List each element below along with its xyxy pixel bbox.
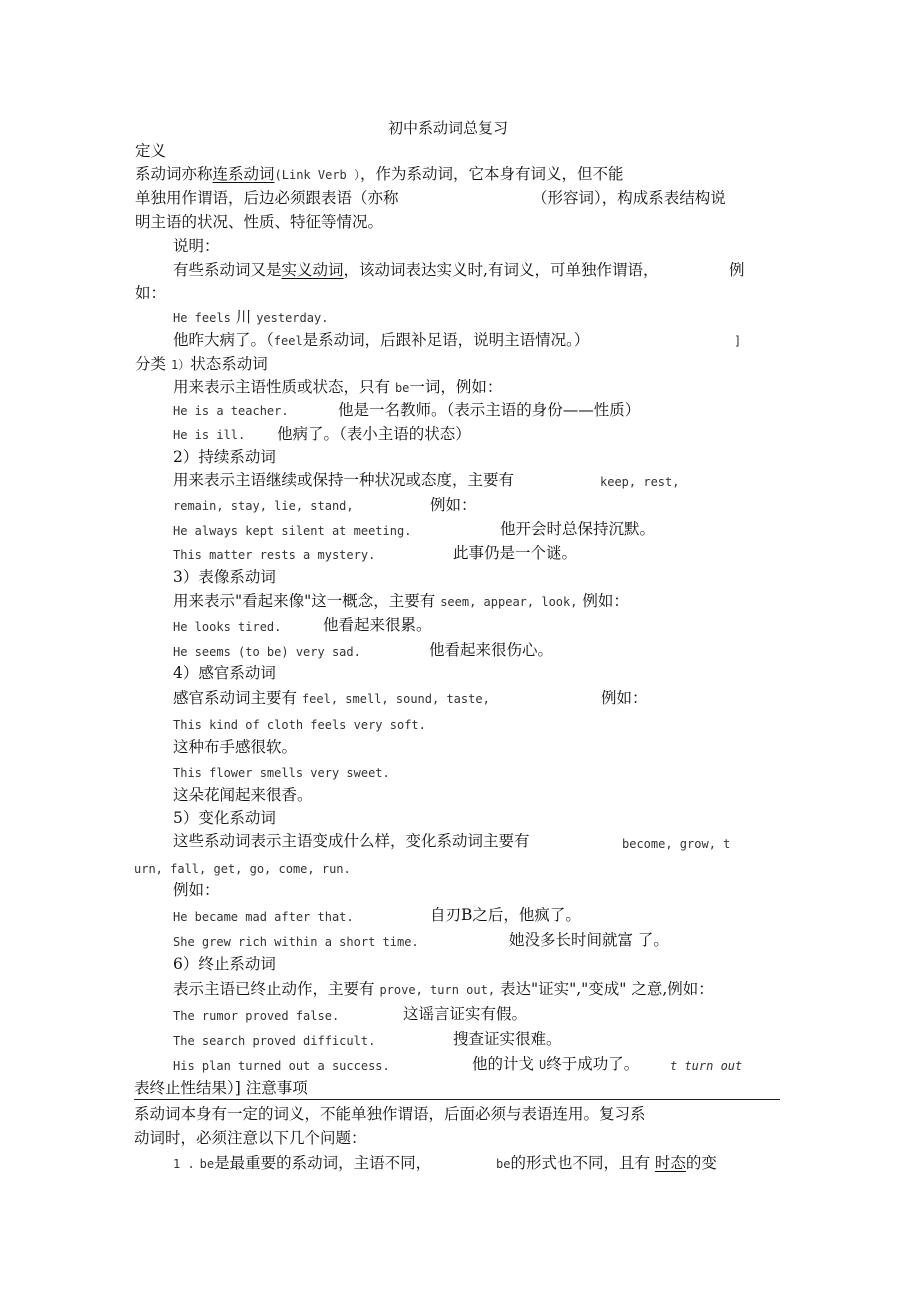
en-text: He feels: [173, 311, 231, 325]
definition-line-2a: 单独用作谓语，后边必须跟表语（亦称: [135, 189, 399, 207]
class-6-example-2-zh: 搜查证实很难。: [453, 1030, 562, 1048]
text: 他昨大病了。（: [173, 331, 274, 349]
class-3-example-1-en: He looks tired.: [173, 620, 282, 634]
class-2-desc: 用来表示主语继续或保持一种状况或态度，主要有: [173, 471, 515, 489]
class-2-example-label: 例如：: [430, 496, 477, 514]
class-3-example-2-zh: 他看起来很伤心。: [429, 641, 554, 659]
text: 是最重要的系动词，主语不同，: [214, 1154, 432, 1172]
ocr-glyph: U: [538, 1058, 547, 1072]
class-4-example-1-zh: 这种布手感很软。: [173, 738, 298, 756]
note-line-1: [173, 260, 658, 280]
class-5-example-label: 例如：: [173, 881, 220, 899]
term-tense: 时态: [654, 1154, 686, 1172]
class-1-example-1-en: He is a teacher.: [173, 404, 289, 418]
notes-paragraph-2: 动词时，必须注意以下几个问题：: [134, 1129, 367, 1147]
class-4-example-2-en: This flower smells very sweet.: [173, 766, 390, 780]
class-1-example-2-zh: 他病了。（表小主语的状态）: [277, 425, 471, 443]
section-divider: [134, 1099, 780, 1100]
class-3-heading: 3）表像系动词: [173, 568, 276, 586]
class-6-example-1-zh: 这谣言证实有假。: [403, 1005, 528, 1023]
definition-line-2b: （形容词），构成系表结构说: [532, 189, 726, 207]
class-5-example-1-en: He became mad after that.: [173, 910, 354, 924]
text: 终于成功了。: [546, 1055, 640, 1073]
class-1-desc: [173, 377, 502, 398]
definition-line-1: [135, 164, 624, 185]
text: 用来表示"看起来像"这一概念，主要有: [173, 592, 436, 610]
class-5-example-2-zh: 她没多长时间就富 了。: [509, 931, 669, 949]
class-5-example-2-en: She grew rich within a short time.: [173, 935, 419, 949]
class-3-example-2-en: He seems (to be) very sad.: [173, 645, 361, 659]
term-notional-verb: 实义动词: [281, 261, 344, 279]
en-text: be: [394, 381, 410, 395]
class-6-example-3-zh: [472, 1054, 639, 1075]
term-link-verb: 连系动词: [212, 165, 275, 183]
class-4-heading: 4）感官系动词: [173, 664, 276, 682]
notes-paragraph-1: 系动词本身有一定的词义，不能单独作谓语，后面必须与表语连用。复习系: [134, 1105, 646, 1123]
class-2-heading: 2）持续系动词: [173, 448, 276, 466]
note-line-1-end: 例: [729, 261, 745, 279]
class-5-example-1-zh: 自刃B之后，他疯了。: [430, 906, 581, 924]
en-text: yesterday.: [256, 311, 329, 325]
class-3-example-1-zh: 他看起来很累。: [323, 616, 432, 634]
class-3-desc: [173, 591, 629, 612]
class-2-example-2-zh: 此事仍是一个谜。: [453, 544, 578, 562]
class-1-example-2-en: He is ill.: [173, 428, 246, 442]
notes-item-1: [173, 1153, 431, 1174]
class-title: 状态系动词: [190, 355, 268, 373]
en-text: prove, turn out,: [379, 983, 496, 997]
class-2-verbs: keep, rest,: [600, 475, 680, 489]
class-number: 1）: [170, 358, 191, 372]
text: 他的计戈: [472, 1055, 535, 1073]
example-en: [173, 307, 328, 328]
text: 感官系动词主要有: [173, 689, 298, 707]
class-4-example-1-en: This kind of cloth feels very soft.: [173, 718, 426, 732]
class-4-desc: [173, 688, 490, 709]
class-5-verbs: become, grow, t: [622, 837, 731, 851]
english-term: (Link Verb ）: [274, 168, 361, 182]
note-line-2: 如：: [135, 284, 167, 302]
class-6-heading: 6）终止系动词: [173, 955, 276, 973]
class-1-example-1-zh: 他是一名教师。（表示主语的身份——性质）: [338, 401, 641, 419]
notes-item-1-cont: [496, 1153, 717, 1174]
text: ，作为系动词，它本身有词义，但不能: [360, 165, 624, 183]
text: 有些系动词又是: [173, 261, 282, 279]
class-5-heading: 5）变化系动词: [173, 809, 276, 827]
definition-line-3: 明主语的状况、性质、特征等情况。: [135, 213, 384, 231]
class-5-desc: 这些系动词表示主语变成什么样，变化系动词主要有: [173, 832, 530, 850]
item-number: 1 .: [173, 1157, 195, 1171]
ocr-glyph: 川: [235, 308, 252, 326]
class-4-example-2-zh: 这朵花闻起来很香。: [173, 786, 313, 804]
text: 是系动词，后跟补足语，说明主语情况。）: [302, 331, 590, 349]
text: 一词，例如：: [409, 378, 503, 396]
classes-heading: 分类: [135, 355, 167, 373]
class-6-example-1-en: The rumor proved false.: [173, 1009, 340, 1023]
text: ，该动词表达实义时,有词义，可单独作谓语，: [343, 261, 659, 279]
en-text: be: [496, 1157, 511, 1171]
class-6-desc: [173, 979, 714, 1000]
definition-heading: 定义: [135, 142, 167, 160]
text: 表示主语已终止动作，主要有: [173, 980, 375, 998]
class-6-example-3-note: t turn out: [670, 1059, 743, 1073]
text: 的形式也不同，且有: [510, 1154, 650, 1172]
class-2-example-2-en: This matter rests a mystery.: [173, 548, 376, 562]
class-4-example-label: 例如：: [601, 689, 648, 707]
text: 系动词亦称: [135, 165, 213, 183]
class-2-verbs-cont: remain, stay, lie, stand,: [173, 499, 354, 513]
note-heading: 说明：: [173, 237, 220, 255]
class-5-verbs-cont: urn, fall, get, go, come, run.: [134, 862, 351, 876]
page-title: 初中系动词总复习: [388, 119, 509, 137]
bracket-mark: ]: [734, 334, 742, 348]
class-6-closing: 表终止性结果）] 注意事项: [134, 1079, 308, 1097]
en-text: feel: [273, 334, 303, 348]
en-text: seem, appear, look,: [440, 595, 578, 609]
en-text: be: [199, 1157, 215, 1171]
example-zh: [173, 330, 589, 351]
text: 的变: [685, 1154, 717, 1172]
en-text: feel, smell, sound, taste,: [301, 692, 490, 706]
class-6-example-3-en: His plan turned out a success.: [173, 1059, 390, 1073]
text: 用来表示主语性质或状态，只有: [173, 378, 391, 396]
class-2-example-1-zh: 他开会时总保持沉默。: [500, 520, 656, 538]
text: 表达"证实","变成" 之意,例如：: [499, 980, 714, 998]
class-2-example-1-en: He always kept silent at meeting.: [173, 524, 412, 538]
text: 例如：: [582, 592, 629, 610]
class-6-example-2-en: The search proved difficult.: [173, 1034, 376, 1048]
class-1-heading: [135, 354, 268, 375]
